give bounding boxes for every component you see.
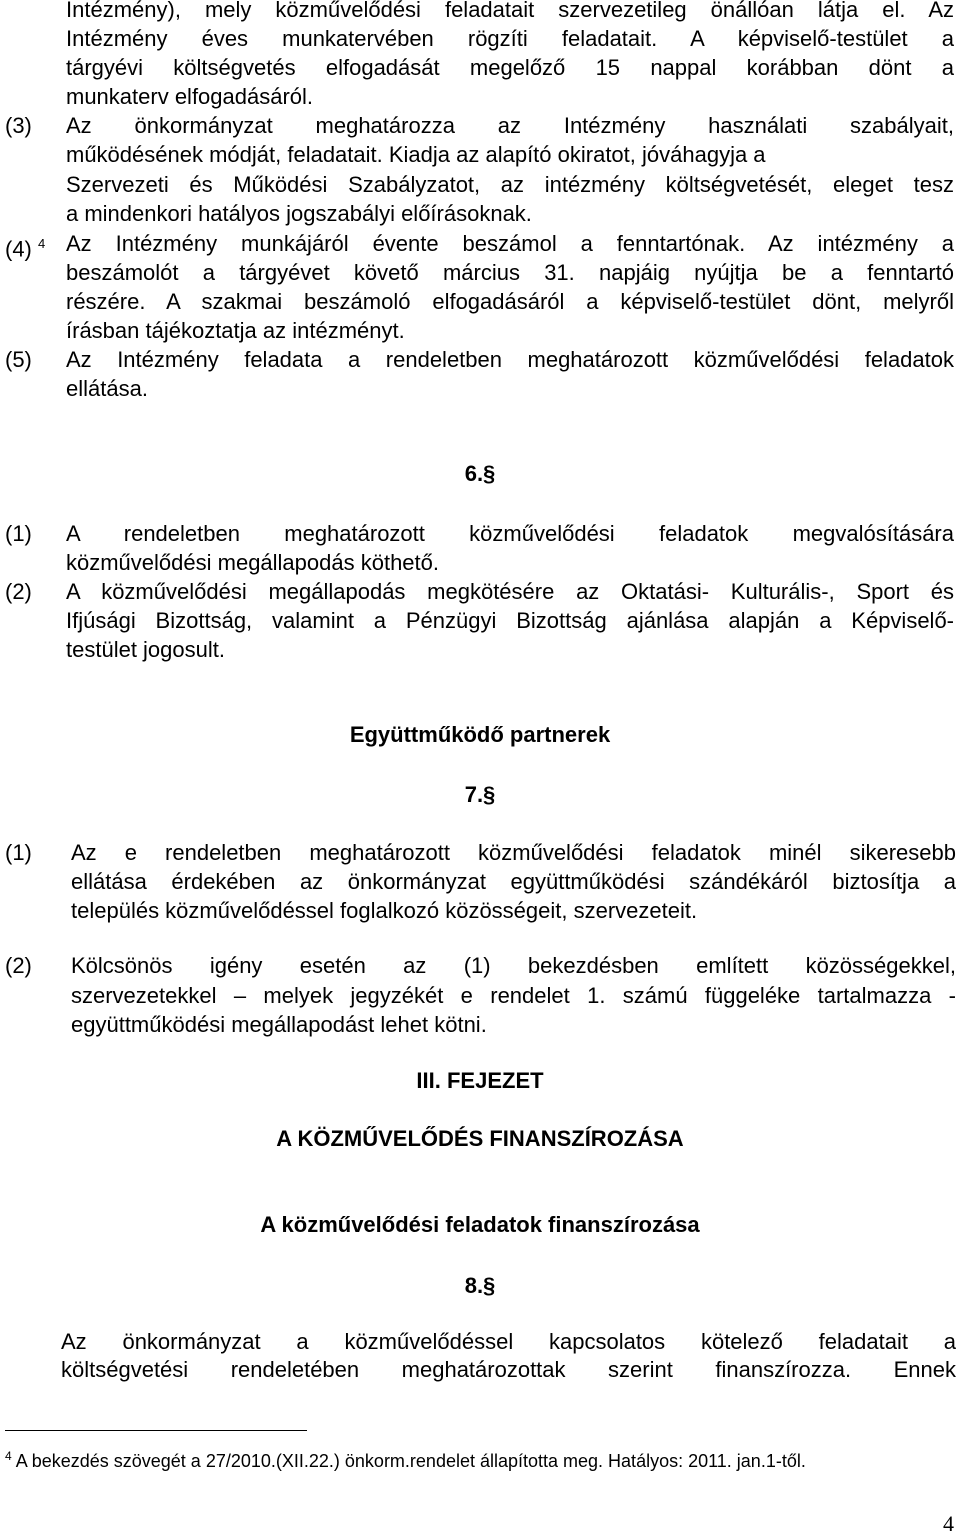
paragraph-number: (2) (5, 953, 32, 978)
footnote-marker: 4 (5, 1449, 12, 1463)
body-line: Szervezeti és Működési Szabályzatot, az intézmény költségvetését, eleget tesz (66, 172, 954, 197)
paragraph-number: (5) (5, 347, 32, 372)
body-line: Az önkormányzat a közművelődéssel kapcsolatos kötelező feladatait a (61, 1329, 956, 1354)
body-line: Ifjúsági Bizottság, valamint a Pénzügyi Bizottság ajánlása alapján a Képviselő- (66, 608, 954, 633)
body-line: írásban tájékoztatja az intézményt. (66, 318, 405, 343)
body-line: ellátása. (66, 376, 148, 401)
body-line: Intézmény éves munkatervében rögzíti feladatait. A képviselő-testület a (66, 26, 954, 51)
body-line: A rendeletben meghatározott közművelődési feladatok megvalósítására (66, 521, 954, 546)
footnote-separator (5, 1430, 307, 1431)
body-line: működésének módját, feladatait. Kiadja az alapító okiratot, jóváhagyja a (66, 142, 766, 167)
footnote-reference: 4 (38, 236, 46, 251)
body-line: közművelődési megállapodás köthető. (66, 550, 440, 575)
body-line: költségvetési rendeletében meghatározottak szerint finanszírozza. Ennek (61, 1357, 956, 1382)
partners-heading: Együttműködő partnerek (349, 722, 611, 747)
body-line: tárgyévi költségvetés elfogadását megelőző 15 nappal korábban dönt a (66, 55, 954, 80)
paragraph-number-text: (4) (5, 236, 32, 262)
body-line: szervezetekkel – melyek jegyzékét e rendelet 1. számú függeléke tartalmazza - (71, 983, 956, 1008)
paragraph-number: (1) (5, 521, 32, 546)
chapter-number: III. FEJEZET (416, 1068, 544, 1093)
body-line: Az e rendeletben meghatározott közművelődési feladatok minél sikeresebb (71, 840, 956, 865)
chapter-subtitle: A közművelődési feladatok finanszírozása (260, 1212, 700, 1237)
section-heading: 8.§ (464, 1273, 496, 1298)
body-line: Az Intézmény munkájáról évente beszámol a fenntartónak. Az intézmény a (66, 231, 954, 256)
body-line: Az önkormányzat meghatározza az Intézmény használati szabályait, (66, 113, 954, 138)
body-line: részére. A szakmai beszámoló elfogadásáról a képviselő-testület dönt, melyről (66, 289, 954, 314)
paragraph-number: (3) (5, 113, 32, 138)
body-line: Intézmény), mely közművelődési feladatait szervezetileg önállóan látja el. Az (66, 0, 954, 22)
paragraph-number: (2) (5, 579, 32, 604)
section-heading: 6.§ (464, 461, 496, 486)
body-line: a mindenkori hatályos jogszabályi előírásoknak. (66, 201, 532, 226)
paragraph-number (5, 231, 45, 262)
body-line: munkaterv elfogadásáról. (66, 84, 314, 109)
body-line: Az Intézmény feladata a rendeletben meghatározott közművelődési feladatok (66, 347, 954, 372)
paragraph-number: (1) (5, 840, 32, 865)
body-line: A közművelődési megállapodás megkötésére az Oktatási- Kulturális-, Sport és (66, 579, 954, 604)
page-number: 4 (943, 1511, 954, 1536)
body-line: Kölcsönös igény esetén az (1) bekezdésben említett közösségekkel, (71, 953, 956, 978)
footnote-text: A bekezdés szövegét a 27/2010.(XII.22.) önkorm.rendelet állapította meg. Hatályos: 2011. jan.1-től. (11, 1451, 806, 1471)
body-line: település közművelődéssel foglalkozó közösségeit, szervezeteit. (71, 898, 698, 923)
body-line: testület jogosult. (66, 637, 225, 662)
footnote (5, 1444, 806, 1473)
chapter-title: A KÖZMŰVELŐDÉS FINANSZÍROZÁSA (276, 1126, 684, 1151)
body-line: beszámolót a tárgyévet követő március 31. napjáig nyújtja be a fenntartó (66, 260, 954, 285)
section-heading: 7.§ (464, 782, 496, 807)
body-line: együttműködési megállapodást lehet kötni. (71, 1012, 487, 1037)
body-line: ellátása érdekében az önkormányzat együttműködési szándékáról biztosítja a (71, 869, 956, 894)
